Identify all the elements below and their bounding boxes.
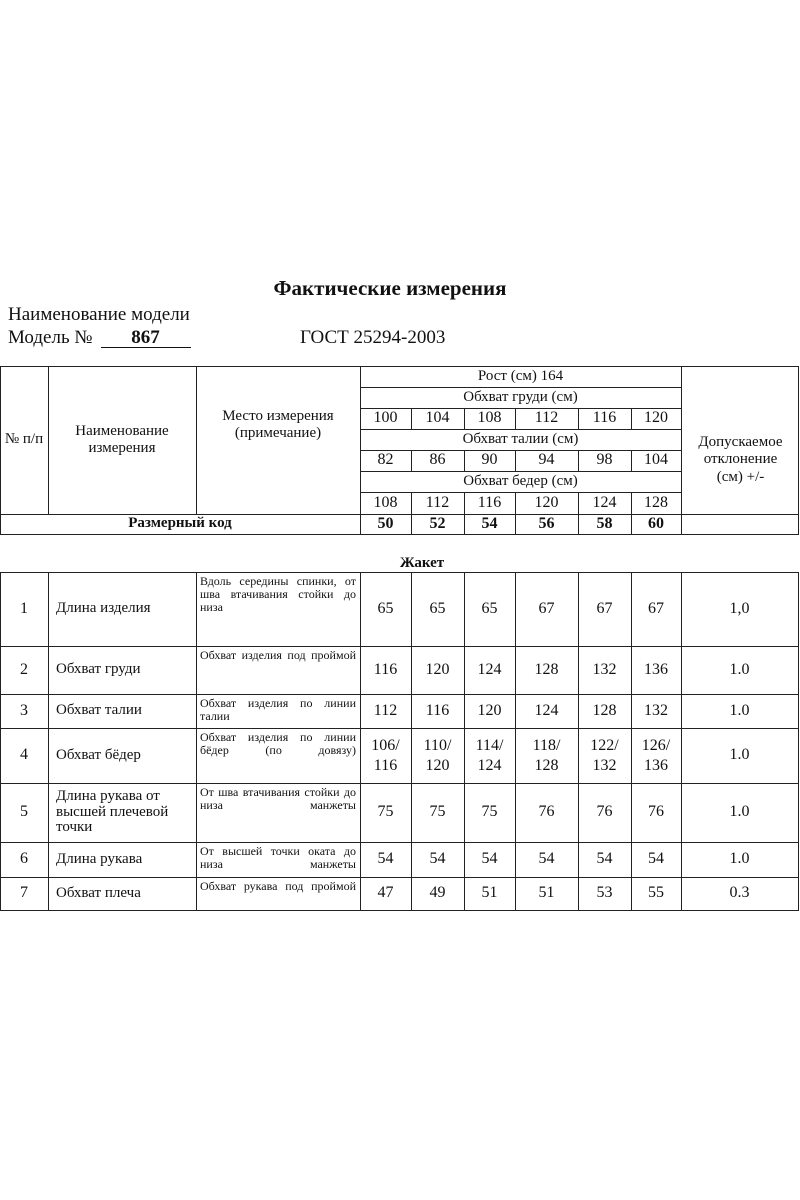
row-value: 51: [538, 884, 555, 902]
size-code-value: 50: [377, 514, 394, 532]
row-number: 3: [20, 701, 28, 719]
hips-size-value: 124: [592, 493, 617, 511]
row-value: 75: [429, 803, 446, 821]
row-value: 124: [534, 701, 559, 719]
row-name: Длина рукава: [56, 850, 143, 867]
row-value: 76: [648, 803, 664, 821]
row-value: 54: [429, 850, 446, 868]
size-code-value: 52: [429, 514, 446, 532]
row-value: 124: [477, 660, 502, 678]
row-name: Длина рукава от высшей плечевой точки: [56, 787, 169, 836]
row-value: 106/ 116: [371, 736, 400, 774]
row-measure-place: Вдоль середины спинки, от шва втачивания стойки до низа: [200, 574, 356, 614]
row-number: 1: [20, 599, 28, 617]
row-name: Длина изделия: [56, 600, 151, 617]
row-value: 67: [596, 599, 613, 617]
hips-size-value: 116: [477, 493, 502, 511]
row-number: 6: [20, 850, 28, 868]
chest-size-value: 116: [592, 409, 617, 427]
hips-size-value: 112: [425, 493, 450, 511]
row-tolerance: 1.0: [729, 701, 750, 719]
header-col-number: № п/п: [4, 431, 44, 448]
row-value: 51: [481, 884, 498, 902]
row-value: 55: [648, 884, 664, 902]
row-number: 7: [20, 884, 28, 902]
waist-size-value: 82: [377, 451, 394, 469]
row-value: 76: [538, 803, 555, 821]
row-tolerance: 1.0: [729, 746, 750, 764]
row-number: 4: [20, 746, 28, 764]
waist-size-value: 104: [644, 451, 668, 469]
row-value: 75: [481, 803, 498, 821]
row-tolerance: 1.0: [729, 850, 750, 868]
header-waist-label: Обхват талии (см): [462, 430, 579, 447]
size-code-value: 58: [596, 514, 613, 532]
row-measure-place: Обхват рукава под проймой: [200, 879, 356, 893]
waist-size-value: 90: [481, 451, 498, 469]
row-value: 112: [373, 701, 398, 719]
row-value: 116: [425, 701, 450, 719]
hips-size-value: 108: [373, 493, 398, 511]
chest-size-value: 100: [373, 409, 398, 427]
row-value: 53: [596, 884, 613, 902]
header-tolerance: Допускаемое отклонение (см) +/-: [698, 434, 783, 485]
model-name-label: Наименование модели: [8, 304, 190, 325]
row-value: 120: [425, 660, 450, 678]
chest-size-value: 108: [477, 409, 502, 427]
chest-size-value: 104: [425, 409, 450, 427]
waist-size-value: 94: [538, 451, 555, 469]
row-value: 116: [373, 660, 398, 678]
waist-size-value: 98: [596, 451, 613, 469]
row-value: 136: [644, 660, 668, 678]
model-line: [8, 327, 191, 349]
hips-size-value: 120: [534, 493, 559, 511]
row-value: 54: [377, 850, 394, 868]
hips-size-value: 128: [644, 493, 668, 511]
row-value: 65: [481, 599, 498, 617]
row-value: 126/ 136: [641, 736, 671, 774]
row-value: 75: [377, 803, 394, 821]
row-value: 122/ 132: [590, 736, 619, 774]
row-name: Обхват груди: [56, 661, 141, 678]
row-name: Обхват талии: [56, 702, 142, 719]
row-measure-place: От шва втачивания стойки до низа манжеты: [200, 785, 356, 812]
section-title: Жакет: [399, 555, 445, 572]
model-label: Модель №: [8, 327, 93, 348]
table-rule: [0, 534, 799, 535]
row-measure-place: Обхват изделия по линии талии: [200, 696, 356, 723]
row-value: 132: [592, 660, 617, 678]
row-value: 67: [538, 599, 555, 617]
size-code-value: 60: [648, 514, 664, 532]
row-value: 120: [477, 701, 502, 719]
header-col-name: Наименование измерения: [75, 422, 169, 456]
header-hips-label: Обхват бедер (см): [463, 472, 578, 489]
chest-size-value: 120: [644, 409, 668, 427]
table-rule: [798, 572, 799, 911]
row-tolerance: 1,0: [729, 599, 750, 617]
row-measure-place: Обхват изделия под проймой: [200, 648, 356, 662]
row-number: 5: [20, 803, 28, 821]
header-chest-label: Обхват груди (см): [463, 388, 578, 405]
header-col-place: Место измерения (примечание): [222, 407, 334, 441]
table-rule: [0, 910, 799, 911]
row-name: Обхват бёдер: [56, 746, 141, 763]
row-value: 128: [592, 701, 617, 719]
model-number: 867: [101, 328, 191, 348]
row-value: 118/ 128: [532, 736, 561, 774]
row-value: 49: [429, 884, 446, 902]
row-measure-place: От высшей точки оката до низа манжеты: [200, 844, 356, 871]
row-value: 54: [596, 850, 613, 868]
row-value: 54: [538, 850, 555, 868]
table-rule: [681, 366, 682, 535]
header-height: Рост (см) 164: [477, 367, 564, 384]
row-value: 76: [596, 803, 613, 821]
row-value: 67: [648, 599, 664, 617]
row-tolerance: 0.3: [729, 884, 750, 902]
chest-size-value: 112: [534, 409, 559, 427]
row-tolerance: 1.0: [729, 803, 750, 821]
waist-size-value: 86: [429, 451, 446, 469]
size-code-label: Размерный код: [128, 515, 232, 532]
size-code-value: 54: [481, 514, 498, 532]
row-name: Обхват плеча: [56, 884, 141, 901]
row-value: 132: [644, 701, 668, 719]
row-value: 114/ 124: [475, 736, 504, 774]
row-value: 54: [481, 850, 498, 868]
row-value: 110/ 120: [423, 736, 452, 774]
table-rule: [798, 366, 799, 535]
standard-label: ГОСТ 25294-2003: [300, 327, 446, 348]
page-title: Фактические измерения: [273, 276, 507, 300]
row-value: 128: [534, 660, 559, 678]
row-number: 2: [20, 660, 28, 678]
row-value: 54: [648, 850, 664, 868]
row-measure-place: Обхват изделия по линии бёдер (по довязу): [200, 730, 356, 757]
row-value: 47: [377, 884, 394, 902]
row-value: 65: [377, 599, 394, 617]
row-value: 65: [429, 599, 446, 617]
row-tolerance: 1.0: [729, 660, 750, 678]
size-code-value: 56: [538, 514, 555, 532]
